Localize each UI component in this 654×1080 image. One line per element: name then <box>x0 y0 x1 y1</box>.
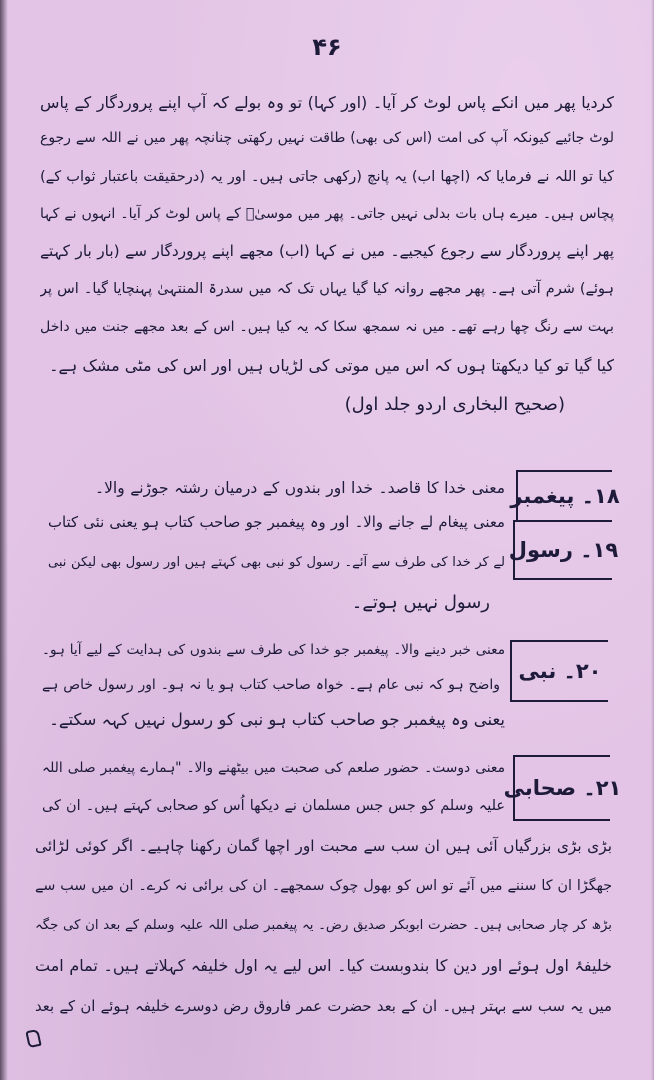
term-heading: ۱۹۔ رسول <box>508 538 619 562</box>
binding-mark <box>25 1029 41 1048</box>
definition-line: علیہ وسلم کو جس جس مسلمان نے دیکھا اُس کو صحابی کہتے ہیں۔ ان کی <box>42 798 505 814</box>
definition-line: معنی خبر دینے والا۔ پیغمبر جو خدا کی طرف سے بندوں کی ہدایت کے لیے آیا ہو۔ <box>42 642 505 658</box>
definition-line: رسول نہیں ہوتے۔ <box>351 592 490 613</box>
page-number: ۴۶ <box>312 33 342 61</box>
definition-line: بڑی بڑی بزرگیاں آئی ہیں ان سب سے محبت اور اچھا گمان رکھنا چاہیے۔ اگر کوئی لڑائی <box>35 837 612 855</box>
hadith-line: پھر اپنے پروردگار سے رجوع کیجیے۔ میں نے کہا (اب) مجھے اپنے پروردگار سے (بار بار کہتے <box>40 242 614 260</box>
definition-line: میں یہ سب سے بہتر ہیں۔ ان کے بعد حضرت عمر فاروق رض دوسرے خلیفہ ہوئے ان کے بعد <box>35 997 612 1015</box>
definition-line: معنی خدا کا قاصد۔ خدا اور بندوں کے درمیان رشتہ جوڑنے والا۔ <box>95 479 505 497</box>
term-box-nabi <box>510 640 608 702</box>
definition-line: بڑھ کر چار صحابی ہیں۔ حضرت ابوبکر صدیق رض۔ یہ پیغمبر صلی اللہ علیہ وسلم کے بعد ان کی جگہ <box>35 918 612 933</box>
hadith-line: کیا تو اللہ نے فرمایا کہ (اچھا اب) یہ پانچ (رکھی جاتی ہیں۔ اور یہ (درحقیقت باعتبار ثواب کے) <box>40 168 614 185</box>
term-box-sahabi <box>503 755 622 821</box>
term-heading: ۲۱۔ صحابی <box>503 776 622 800</box>
hadith-line: کیا گیا تو کیا دیکھتا ہوں کہ اس میں موتی کی لڑیاں ہیں اور اس کی مٹی مشک ہے۔ <box>49 356 614 375</box>
definition-line: معنی دوست۔ حضور صلعم کی صحبت میں بیٹھنے والا۔ "ہمارے پیغمبر صلی اللہ <box>42 760 505 776</box>
hadith-citation: (صحیح البخاری اردو جلد اول) <box>344 394 565 415</box>
definition-line: لے کر خدا کی طرف سے آئے۔ رسول کو نبی بھی کہتے ہیں اور رسول بھی لیکن نبی <box>48 555 505 570</box>
term-box-paighambar <box>510 470 620 522</box>
definition-line: معنی پیغام لے جانے والا۔ اور وہ پیغمبر جو صاحب کتاب ہو یعنی نئی کتاب <box>48 514 505 531</box>
definition-line: واضح ہو کہ نبی عام ہے۔ خواہ صاحب کتاب ہو یا نہ ہو۔ اور رسول خاص ہے <box>42 677 500 693</box>
term-heading: ۲۰۔ نبی <box>518 659 602 683</box>
term-heading: ۱۸۔ پیغمبر <box>510 484 620 508</box>
hadith-line: بہت سے رنگ چھا رہے تھے۔ میں نہ سمجھ سکا کہ یہ کیا ہیں۔ اس کے بعد مجھے جنت میں داخل <box>40 319 614 335</box>
hadith-line: ہوئے) شرم آتی ہے۔ پھر مجھے روانہ کیا گیا یہاں تک کہ میں سدرۃ المنتہیٰ پہنچایا گیا۔ اس پر <box>40 281 614 297</box>
definition-line: یعنی وہ پیغمبر جو صاحب کتاب ہو نبی کو رسول نہیں کہہ سکتے۔ <box>49 710 505 729</box>
binding-edge-shadow <box>0 0 8 1080</box>
definition-line: خلیفۂ اول ہوئے اور دین کا بندوبست کیا۔ اس لیے یہ اول خلیفہ کہلاتے ہیں۔ تمام امت <box>35 956 612 975</box>
hadith-line: کردیا پھر میں انکے پاس لوٹ کر آیا۔ (اور کہا) تو وہ بولے کہ آپ اپنے پروردگار کے پاس <box>40 93 614 112</box>
definition-line: جھگڑا ان کا سننے میں آئے تو اس کو بھول چوک سمجھے۔ ان کی برائی نہ کرے۔ ان میں سب سے <box>35 878 612 894</box>
hadith-line: پچاس ہیں۔ میرے ہاں بات بدلی نہیں جاتی۔ پھر میں موسیٰؑ کے پاس لوٹ کر آیا۔ انہوں نے کہا <box>40 206 614 222</box>
term-box-rasool <box>508 520 619 580</box>
hadith-line: لوٹ جائیے کیونکہ آپ کی امت (اس کی بھی) طاقت نہیں رکھتی چنانچہ پھر میں نے اللہ سے رجوع <box>40 130 614 146</box>
